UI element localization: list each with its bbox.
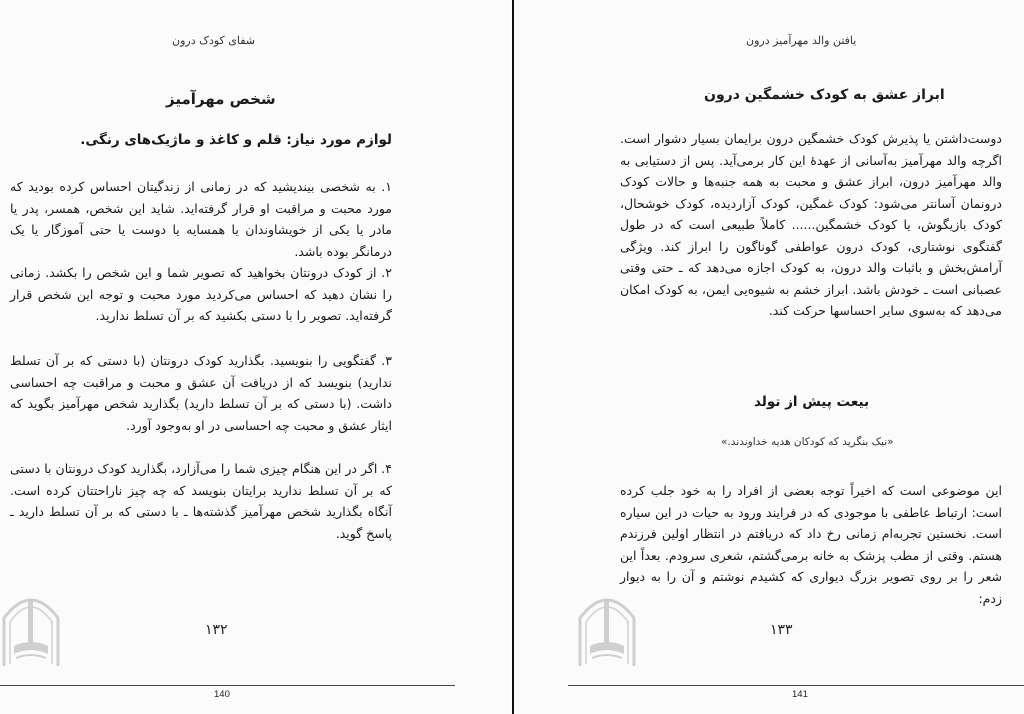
step-1: ۱. به شخصی بیندیشید که در زمانی از زندگیتان احساس کرده بودید که مورد محبت و مراقبت او قرار گرفته‌اید. شاید این شخص، همسر، پدر یا مادر یا یکی از خویشاوندان یا همسایه یا دوست یا حتی آموزگار یا یک درمانگر بوده باشد. <box>10 179 392 259</box>
section2-title: بیعت پیش از تولد <box>754 394 870 410</box>
section2-paragraph: این موضوعی است که اخیراً توجه بعضی از افراد را به خود جلب کرده است: ارتباط عاطفی با موجودی که در فرایند ورود به حیات در این سیاره است. نخستین تجربه‌ام زمانی رخ داد که دریافتم در انتظار اولین فرزندم هستم. وقتی از مطب پزشک به خانه برمی‌گشتم، شعری سرودم. بعداً این شعر را بر روی تصویر بزرگ دیواری که کشیدم نوشتم و آن را به دیوار زدم: <box>620 483 1002 606</box>
step-3: ۳. گفتگویی را بنویسید. بگذارید کودک درونتان (با دستی که بر آن تسلط ندارید) بنویسد که از دریافت آن عشق و محبت و مراقبت چه احساسی داشت. (با دستی که بر آن تسلط دارید) بگذارید شخص مهرآمیز بگوید که ایثار عشق و محبت چه احساسی در او به‌وجود آورد. <box>10 353 392 433</box>
library-stamp-icon <box>0 582 62 668</box>
step-2: ۲. از کودک درونتان بخواهید که تصویر شما و این شخص را بکشد. زمانی را نشان دهید که احساس می‌کردید مورد محبت و توجه این شخص قرار گرفته‌اید. تصویر را با دستی بکشید که بر آن تسلط ندارید. <box>10 265 392 323</box>
section-paragraph: دوست‌داشتن یا پذیرش کودک خشمگین درون برایمان بسیار دشوار است. اگرچه والد مهرآمیز به‌آسانی از عهدهٔ این کار برمی‌آید. پس از دستیابی به والد مهرآمیز درون، ابراز عشق و محبت به همه جنبه‌ها و حالات کودک درونمان آسانتر می‌شود: کودک غمگین، کودک آزاردیده، کودک خوشحال، کودک بازیگوش، یا کودک خشمگین...... کاملاً طبیعی است که در طول گفتگوی نوشتاری، کودک درون عواطفی گوناگون را ابراز کند. ویژگی آرامش‌بخش و باثبات والد درون، به کودک اجازه می‌دهد که ـ حتی وقتی عصبانی است ـ خودش باشد. ابراز خشم به شیوه‌یی ایمن، به کودک امکان می‌دهد که به‌سوی سایر احساسها حرکت کند. <box>620 131 1002 318</box>
scan-page-number: 141 <box>792 689 808 700</box>
scan-page-number: 140 <box>214 689 230 700</box>
epigraph-quote: «نیک بنگرید که کودکان هدیه خداوندند.» <box>721 436 894 448</box>
materials-heading: لوازم مورد نیاز: قلم و کاغذ و ماژیک‌های رنگی. <box>80 132 392 148</box>
page-number: ۱۳۳ <box>770 622 793 638</box>
footer-rule <box>568 685 1024 686</box>
section-title: ابراز عشق به کودک خشمگین درون <box>704 87 945 103</box>
chapter-title: شخص مهرآمیز <box>166 90 276 108</box>
page-number: ۱۳۲ <box>205 622 228 638</box>
footer-rule <box>0 685 455 686</box>
step-4: ۴. اگر در این هنگام چیزی شما را می‌آزارد، بگذارید کودک درونتان با دستی که بر آن تسلط ندارید برایتان بنویسد که چه چیز ناراحتتان کرده است. آنگاه بگذارید شخص مهرآمیز گذشته‌ها ـ با دستی که بر آن تسلط دارید ـ پاسخ گوید. <box>10 461 392 541</box>
running-header: یافتن والد مهرآمیز درون <box>746 34 857 47</box>
right-page <box>516 0 1024 714</box>
library-stamp-icon <box>576 582 638 668</box>
left-page <box>0 0 510 714</box>
running-header: شفای کودک درون <box>172 34 255 47</box>
